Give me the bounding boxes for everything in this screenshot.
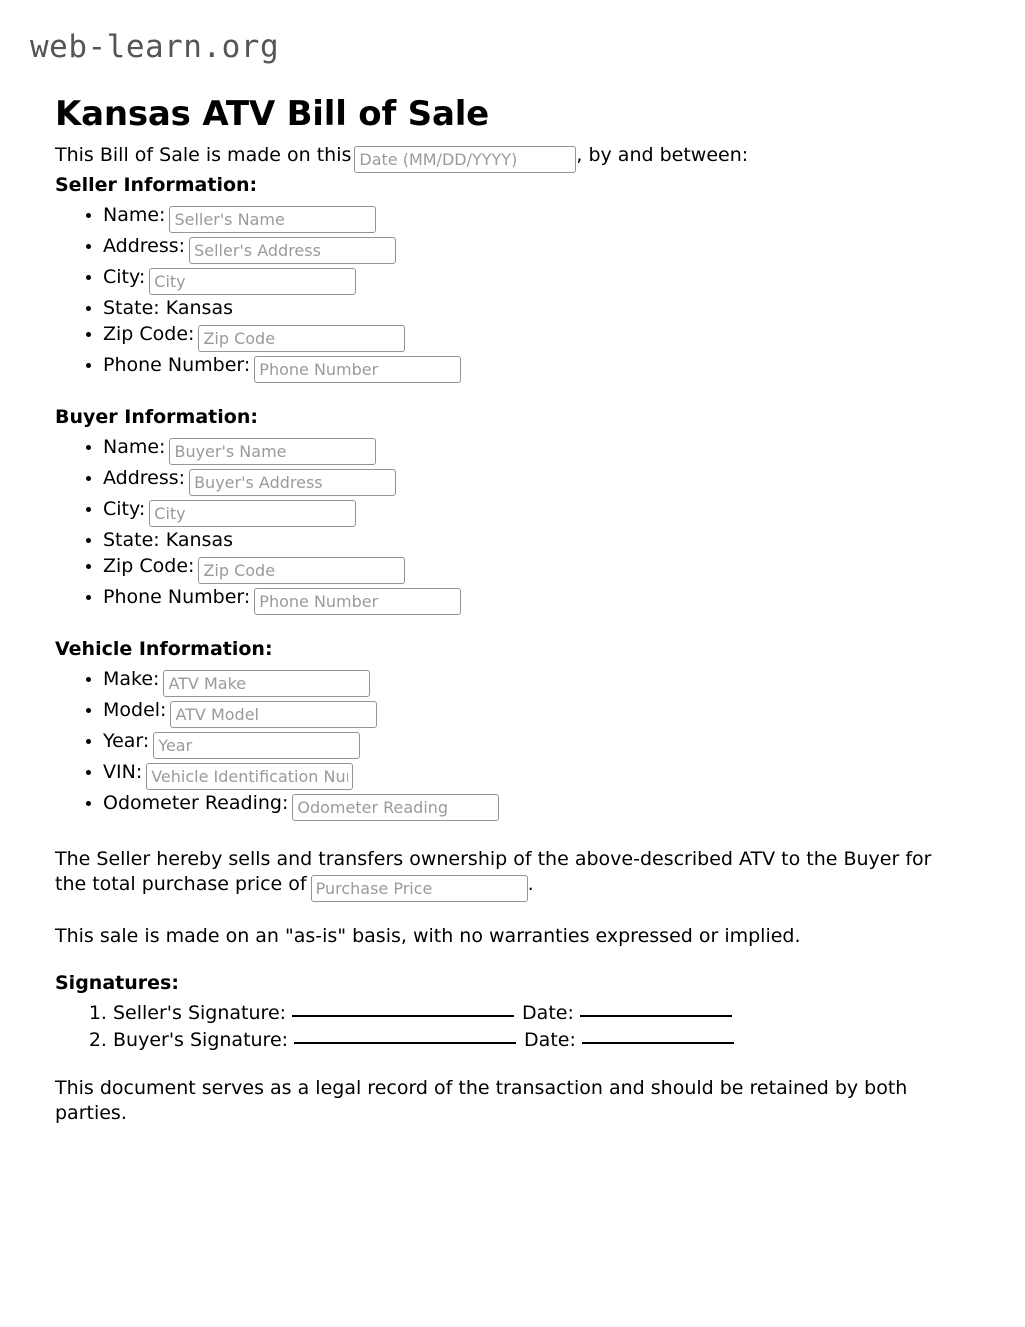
seller-information-heading: Seller Information: <box>55 174 258 196</box>
page-title: Kansas ATV Bill of Sale <box>55 93 490 134</box>
transfer-paragraph <box>55 847 965 902</box>
document-body <box>55 143 965 1126</box>
vehicle-year-label: Year: <box>103 730 150 752</box>
purchase-price-input[interactable] <box>311 875 528 902</box>
seller-signature-row <box>113 1000 965 1027</box>
vehicle-make-label: Make: <box>103 668 160 690</box>
buyer-name-label: Name: <box>103 436 166 458</box>
vehicle-odometer-item <box>103 790 965 821</box>
vehicle-model-item <box>103 697 965 728</box>
signatures-heading: Signatures: <box>55 972 179 994</box>
seller-address-item <box>103 233 965 264</box>
seller-name-input[interactable] <box>169 206 376 233</box>
vehicle-odometer-label: Odometer Reading: <box>103 792 289 814</box>
vehicle-make-input[interactable] <box>163 670 370 697</box>
site-watermark: web-learn.org <box>30 29 280 65</box>
seller-state-item <box>103 295 965 321</box>
buyer-city-item <box>103 496 965 527</box>
buyer-city-label: City: <box>103 498 146 520</box>
spacer <box>55 615 965 637</box>
intro-text-before: This Bill of Sale is made on this <box>55 144 352 166</box>
buyer-zip-input[interactable] <box>198 557 405 584</box>
vehicle-model-label: Model: <box>103 699 167 721</box>
seller-name-item <box>103 202 965 233</box>
seller-phone-item <box>103 352 965 383</box>
seller-address-label: Address: <box>103 235 186 257</box>
footer-note-paragraph: This document serves as a legal record of the transaction and should be retained by both parties. <box>55 1077 908 1124</box>
seller-city-label: City: <box>103 266 146 288</box>
seller-state-label: State: Kansas <box>103 297 233 319</box>
seller-zip-label: Zip Code: <box>103 323 195 345</box>
seller-signature-label: Seller's Signature: <box>113 1002 287 1024</box>
seller-date-label: Date: <box>522 1002 574 1024</box>
buyer-city-input[interactable] <box>149 500 356 527</box>
transfer-text: The Seller hereby sells and transfers ownership of the above-described ATV to the Buyer for the total purchase price of <box>55 848 932 895</box>
buyer-signature-label: Buyer's Signature: <box>113 1029 289 1051</box>
buyer-address-item <box>103 465 965 496</box>
buyer-signature-blank[interactable] <box>294 1027 516 1044</box>
seller-city-item <box>103 264 965 295</box>
buyer-date-blank[interactable] <box>582 1027 734 1044</box>
buyer-zip-item <box>103 553 965 584</box>
spacer <box>55 949 965 971</box>
as-is-paragraph: This sale is made on an "as-is" basis, with no warranties expressed or implied. <box>55 925 801 947</box>
seller-phone-label: Phone Number: <box>103 354 251 376</box>
buyer-state-label: State: Kansas <box>103 529 233 551</box>
buyer-phone-item <box>103 584 965 615</box>
vehicle-odometer-input[interactable] <box>292 794 499 821</box>
buyer-name-item <box>103 434 965 465</box>
seller-name-label: Name: <box>103 204 166 226</box>
seller-city-input[interactable] <box>149 268 356 295</box>
buyer-information-heading: Buyer Information: <box>55 406 258 428</box>
seller-field-list <box>55 202 965 383</box>
intro-text-after: , by and between: <box>576 144 749 166</box>
date-input[interactable] <box>354 146 576 173</box>
buyer-phone-input[interactable] <box>254 588 461 615</box>
spacer <box>55 821 965 847</box>
seller-signature-blank[interactable] <box>292 1000 514 1017</box>
vehicle-field-list <box>55 666 965 821</box>
vehicle-model-input[interactable] <box>170 701 377 728</box>
buyer-name-input[interactable] <box>169 438 376 465</box>
vehicle-information-heading: Vehicle Information: <box>55 638 273 660</box>
seller-address-input[interactable] <box>189 237 396 264</box>
buyer-date-label: Date: <box>524 1029 576 1051</box>
buyer-field-list <box>55 434 965 615</box>
buyer-zip-label: Zip Code: <box>103 555 195 577</box>
vehicle-vin-label: VIN: <box>103 761 143 783</box>
seller-zip-input[interactable] <box>198 325 405 352</box>
vehicle-vin-input[interactable] <box>146 763 353 790</box>
intro-paragraph <box>55 143 965 173</box>
vehicle-make-item <box>103 666 965 697</box>
spacer <box>55 383 965 405</box>
buyer-address-label: Address: <box>103 467 186 489</box>
spacer <box>55 1054 965 1076</box>
spacer <box>55 902 965 924</box>
vehicle-year-item <box>103 728 965 759</box>
seller-date-blank[interactable] <box>580 1000 732 1017</box>
buyer-phone-label: Phone Number: <box>103 586 251 608</box>
seller-phone-input[interactable] <box>254 356 461 383</box>
signature-list <box>55 1000 965 1054</box>
buyer-signature-row <box>113 1027 965 1054</box>
seller-zip-item <box>103 321 965 352</box>
transfer-period: . <box>527 873 534 895</box>
buyer-state-item <box>103 527 965 553</box>
vehicle-year-input[interactable] <box>153 732 360 759</box>
buyer-address-input[interactable] <box>189 469 396 496</box>
vehicle-vin-item <box>103 759 965 790</box>
